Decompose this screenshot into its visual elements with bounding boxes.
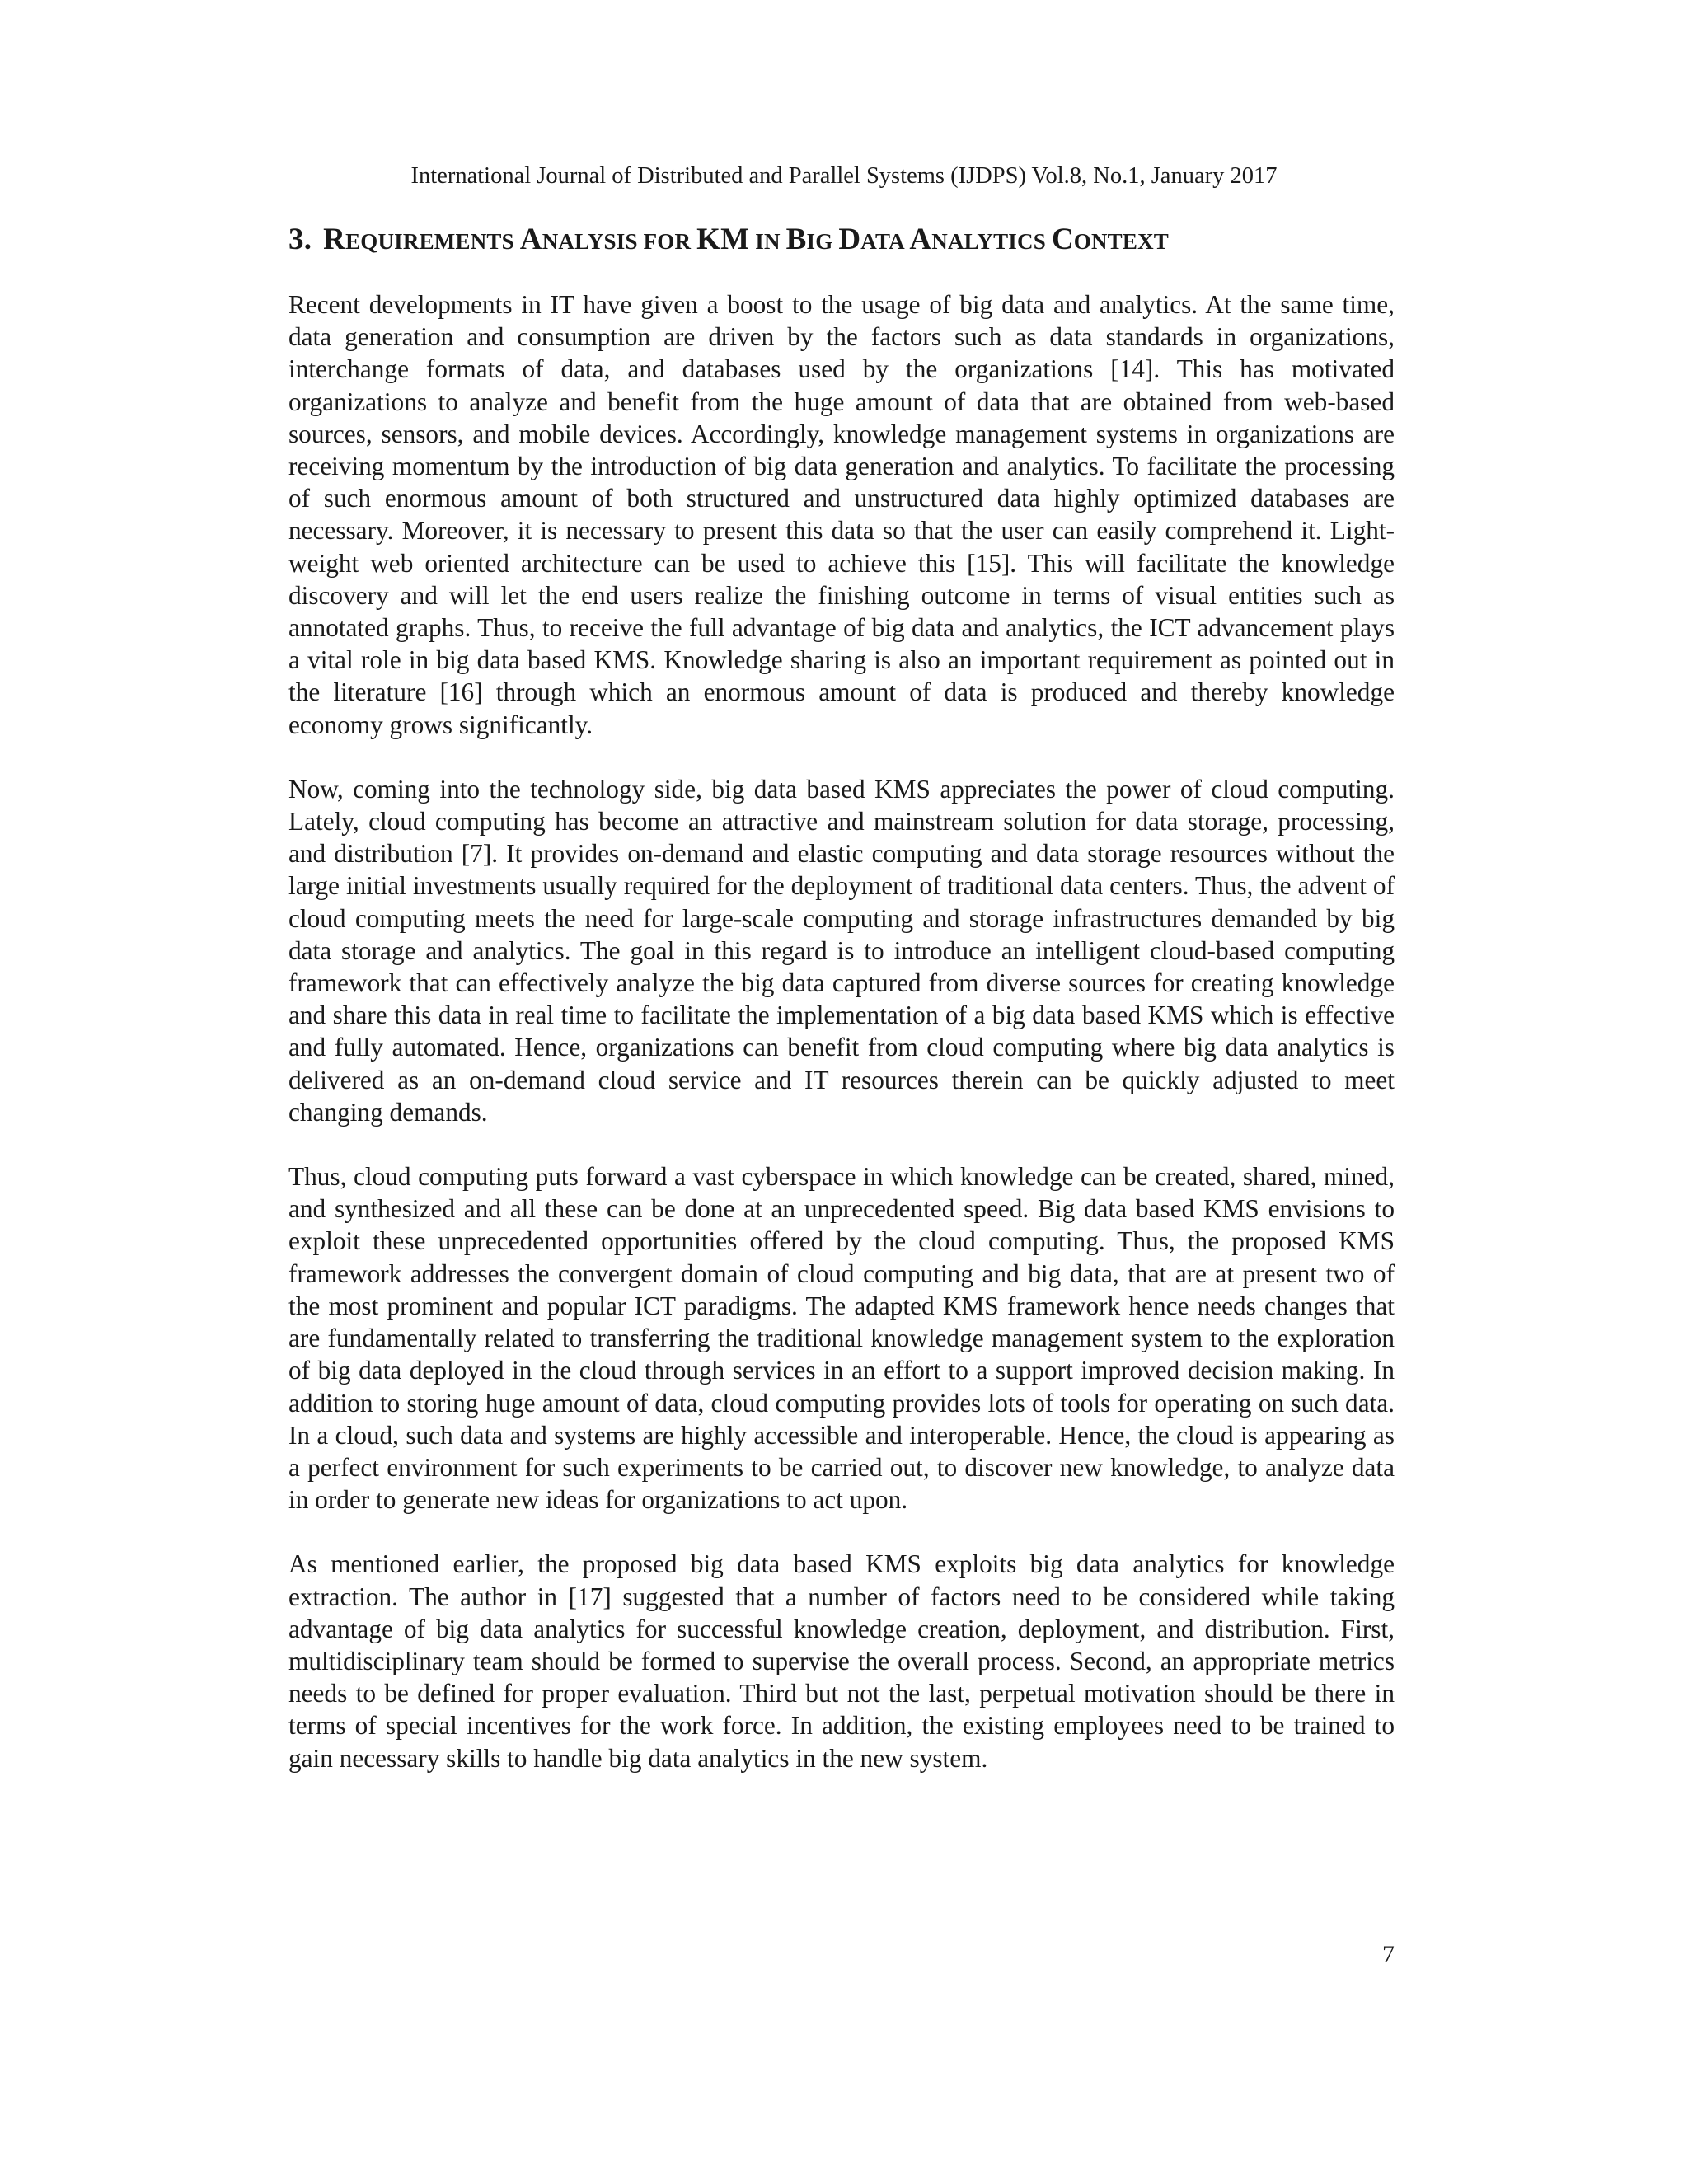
page-content — [288, 221, 1395, 1807]
title-small: IG — [806, 229, 839, 254]
title-cap: R — [323, 223, 346, 256]
section-number: 3. — [288, 223, 312, 256]
title-cap: D — [838, 223, 861, 256]
title-small: IN — [749, 229, 786, 254]
title-small: EQUIREMENTS — [345, 229, 520, 254]
title-small: ONTEXT — [1073, 229, 1170, 254]
title-small: ATA — [860, 229, 910, 254]
page-number: 7 — [1382, 1941, 1395, 1968]
title-cap: A — [909, 223, 932, 256]
title-cap: B — [785, 223, 807, 256]
body-paragraph-3: Thus, cloud computing puts forward a vast cyberspace in which knowledge can be created, shared, mined, and synthesized and all these can be done at an unprecedented speed. Big data based KMS envisions to exploit these unprecedented opportunities offered by the cloud computing. Thus, the proposed KMS framework addresses the convergent domain of cloud computing and big data, that are at present two of the most prominent and popular ICT paradigms. The adapted KMS framework hence needs changes that are fundamentally related to transferring the traditional knowledge management system to the exploration of big data deployed in the cloud through services in an effort to a support improved decision making. In addition to storing huge amount of data, cloud computing provides lots of tools for operating on such data. In a cloud, such data and systems are highly accessible and interoperable. Hence, the cloud is appearing as a perfect environment for such experiments to be carried out, to discover new knowledge, to analyze data in order to generate new ideas for organizations to act upon. — [288, 1162, 1395, 1515]
section-heading — [288, 221, 1395, 260]
title-cap: KM — [696, 223, 750, 256]
section-title — [323, 223, 1169, 256]
body-paragraph-4: As mentioned earlier, the proposed big data based KMS exploits big data analytics for knowledge extraction. The author in [17] suggested that a number of factors need to be considered while taking advantage of big data analytics for successful knowledge creation, deployment, and distribution. First, multidisciplinary team should be formed to supervise the overall process. Second, an appropriate metrics needs to be defined for proper evaluation. Third but not the last, perpetual motivation should be there in terms of special incentives for the work force. In addition, the existing employees need to be trained to gain necessary skills to handle big data analytics in the new system. — [288, 1549, 1395, 1773]
title-cap: A — [519, 223, 542, 256]
title-small: NALYSIS FOR — [542, 229, 697, 254]
title-small: NALYTICS — [931, 229, 1052, 254]
title-cap: C — [1051, 223, 1074, 256]
body-paragraph-2: Now, coming into the technology side, big data based KMS appreciates the power of cloud computing. Lately, cloud computing has become an attractive and mainstream solution for data storage, processing, and distribution [7]. It provides on-demand and elastic computing and data storage resources without the large initial investments usually required for the deployment of traditional data centers. Thus, the advent of cloud computing meets the need for large-scale computing and storage infrastructures demanded by big data storage and analytics. The goal in this regard is to introduce an intelligent cloud-based computing framework that can effectively analyze the big data captured from diverse sources for creating knowledge and share this data in real time to facilitate the implementation of a big data based KMS which is effective and fully automated. Hence, organizations can benefit from cloud computing where big data analytics is delivered as an on-demand cloud service and IT resources therein can be quickly adjusted to meet changing demands. — [288, 774, 1395, 1127]
journal-header: International Journal of Distributed and Parallel Systems (IJDPS) Vol.8, No.1, January 2017 — [410, 163, 1278, 189]
body-paragraph-1: Recent developments in IT have given a boost to the usage of big data and analytics. At the same time, data generation and consumption are driven by the factors such as data standards in organizations, interchange formats of data, and databases used by the organizations [14]. This has motivated organizations to analyze and benefit from the huge amount of data that are obtained from web-based sources, sensors, and mobile devices. Accordingly, knowledge management systems in organizations are receiving momentum by the introduction of big data generation and analytics. To facilitate the processing of such enormous amount of both structured and unstructured data highly optimized databases are necessary. Moreover, it is necessary to present this data so that the user can easily comprehend it. Light-weight web oriented architecture can be used to achieve this [15]. This will facilitate the knowledge discovery and will let the end users realize the finishing outcome in terms of visual entities such as annotated graphs. Thus, to receive the full advantage of big data and analytics, the ICT advancement plays a vital role in big data based KMS. Knowledge sharing is also an important requirement as pointed out in the literature [16] through which an enormous amount of data is produced and thereby knowledge economy grows significantly. — [288, 290, 1395, 739]
